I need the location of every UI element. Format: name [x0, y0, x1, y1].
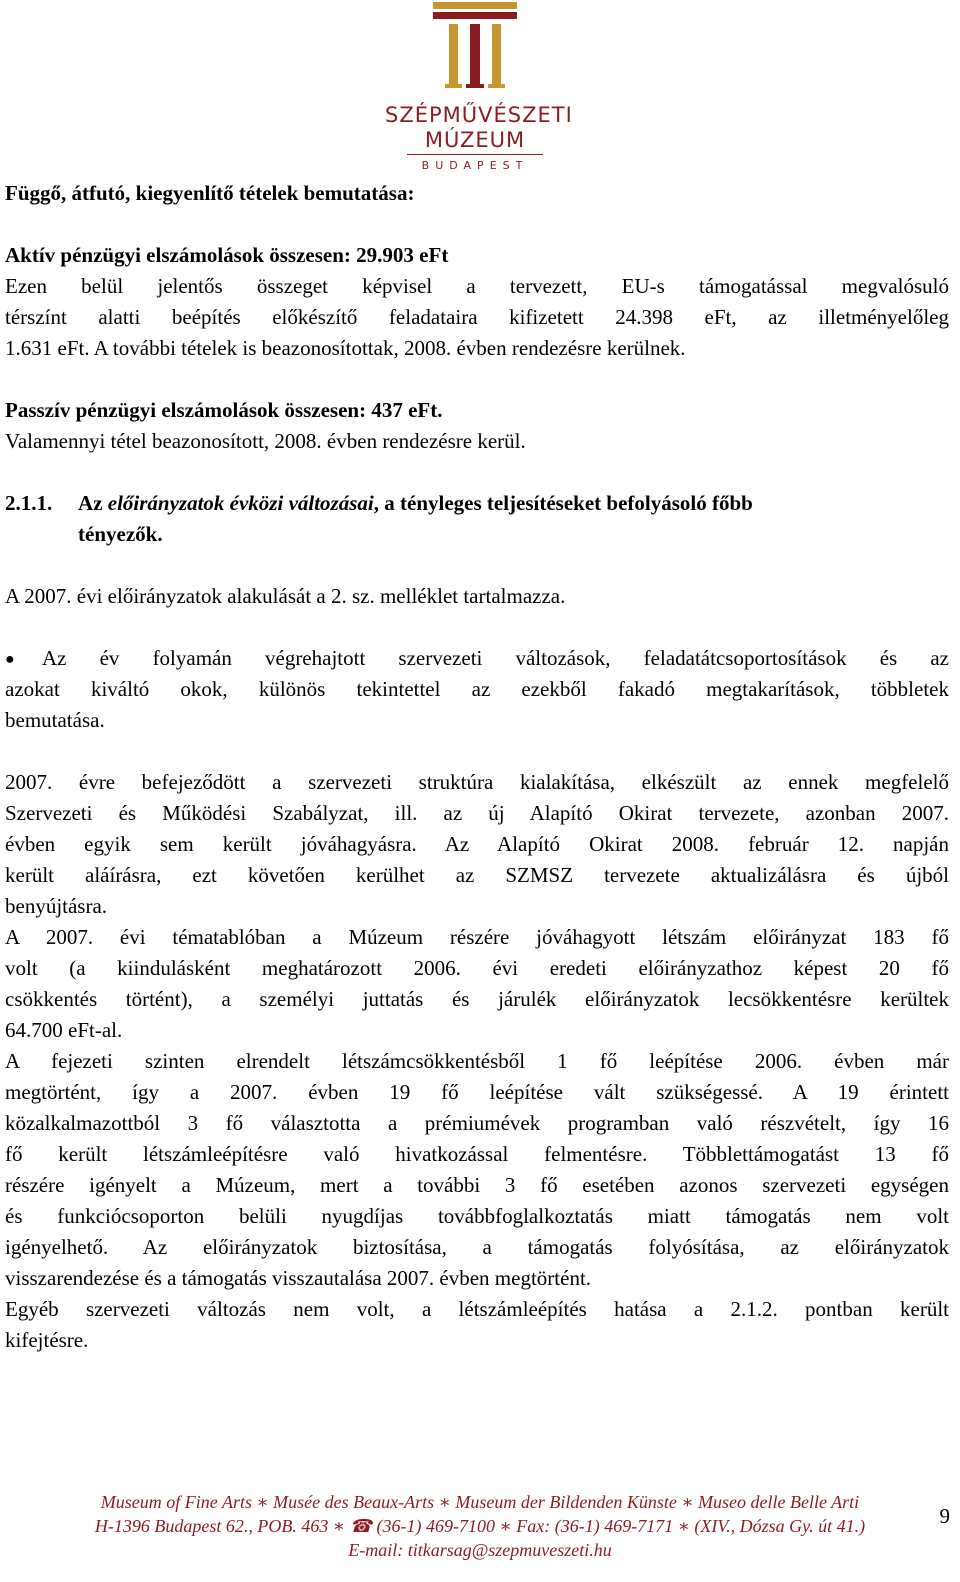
paragraph-line: benyújtásra. [5, 894, 108, 918]
paragraph-line: került aláírásra, ezt követően kerülhet az SZMSZ tervezete aktualizálásra és újból [5, 863, 949, 887]
temple-columns-icon [429, 0, 521, 100]
paragraph-line: részére igényelt a Múzeum, mert a további 3 fő esetében azonos szervezeti egységen [5, 1173, 949, 1197]
active-line: 1.631 eFt. A további tételek is beazonosítottak, 2008. évben rendezésre kerülnek. [5, 336, 686, 360]
logo-line-2: MÚZEUM [424, 128, 526, 152]
paragraph-line: 2007. évre befejeződött a szervezeti struktúra kialakítása, elkészült az ennek megfelelő [5, 770, 949, 794]
active-heading: Aktív pénzügyi elszámolások összesen: 29.903 eFt [5, 243, 449, 267]
bullet-item [5, 643, 949, 736]
page-number: 9 [939, 1504, 950, 1528]
paragraph-line: 64.700 eFt-al. [5, 1018, 123, 1042]
bullet-icon: ● [5, 651, 15, 668]
paragraph-line: és funkciócsoporton belüli nyugdíjas továbbfoglalkoztatás miatt támogatás nem volt [5, 1204, 949, 1228]
active-line: térszínt alatti beépítés előkészítő feladataira kifizetett 24.398 eFt, az illetményelőleg [5, 305, 949, 329]
logo-divider [407, 154, 543, 155]
subsection-heading [5, 488, 949, 550]
logo-line-3: BUDAPEST [421, 159, 529, 172]
paragraph-line: visszarendezése és a támogatás visszautalása 2007. évben megtörtént. [5, 1266, 592, 1290]
footer-email[interactable]: E-mail: titkarsag@szepmuveszeti.hu [348, 1540, 612, 1560]
subsection-title: Az előirányzatok évközi változásai, a tényleges teljesítéseket befolyásoló főbb tényezők. [78, 491, 753, 546]
document-body [5, 178, 949, 1356]
paragraph-line: A 2007. évi tématablóban a Múzeum részére jóváhagyott létszám előirányzat 183 fő [5, 925, 949, 949]
paragraph-line: igényelhető. Az előirányzatok biztosítása, a támogatás folyósítása, az előirányzatok [5, 1235, 949, 1259]
bullet-line: azokat kiváltó okok, különös tekintettel az ezekből fakadó megtakarítások, többletek [5, 677, 949, 701]
paragraph-line: csökkentés történt), a személyi juttatás és járulék előirányzatok lecsökkentésre kerültek [5, 987, 949, 1011]
paragraph-line: fő került létszámleépítésre való hivatkozással felmentésre. Többlettámogatást 13 fő [5, 1142, 949, 1166]
paragraph-line: kifejtésre. [5, 1328, 89, 1352]
paragraph-line: közalkalmazottból 3 fő választotta a prémiumévek programban való részvételt, így 16 [5, 1111, 949, 1135]
subsection-number: 2.1.1. [5, 491, 53, 515]
museum-logo [385, 0, 573, 178]
passive-line: Valamennyi tétel beazonosított, 2008. évben rendezésre kerül. [5, 429, 526, 453]
footer-line-address: H-1396 Budapest 62., POB. 463 ∗ ☎ (36-1) 469-7100 ∗ Fax: (36-1) 469-7171 ∗ (XIV., Dózsa Gy. út 41.) [94, 1516, 866, 1536]
section-title: Függő, átfutó, kiegyenlítő tételek bemutatása: [5, 181, 415, 205]
paragraph-line: Szervezeti és Működési Szabályzat, ill. az új Alapító Okirat tervezete, azonban 2007. [5, 801, 949, 825]
active-line: Ezen belül jelentős összeget képvisel a tervezett, EU-s támogatással megvalósuló [5, 274, 949, 298]
annex-line: A 2007. évi előirányzatok alakulását a 2. sz. melléklet tartalmazza. [5, 584, 566, 608]
footer-line-names: Museum of Fine Arts ∗ Musée des Beaux-Arts ∗ Museum der Bildenden Künste ∗ Museo delle Belle Arti [100, 1492, 860, 1512]
paragraph-line: évben egyik sem került jóváhagyásra. Az Alapító Okirat 2008. február 12. napján [5, 832, 949, 856]
passive-heading: Passzív pénzügyi elszámolások összesen: 437 eFt. [5, 398, 443, 422]
bullet-line: Az év folyamán végrehajtott szervezeti változások, feladatátcsoportosítások és az [42, 646, 949, 670]
bullet-line: bemutatása. [5, 708, 105, 732]
paragraph-line: A fejezeti szinten elrendelt létszámcsökkentésből 1 fő leépítése 2006. évben már [5, 1049, 949, 1073]
paragraph-line: megtörtént, így a 2007. évben 19 fő leépítése vált szükségessé. A 19 érintett [5, 1080, 949, 1104]
page-footer [0, 1490, 960, 1562]
paragraph-line: volt (a kiindulásként meghatározott 2006. évi eredeti előirányzathoz képest 20 fő [5, 956, 949, 980]
logo-line-1: SZÉPMŰVÉSZETI [385, 103, 573, 127]
paragraph-line: Egyéb szervezeti változás nem volt, a létszámleépítés hatása a 2.1.2. pontban került [5, 1297, 949, 1321]
